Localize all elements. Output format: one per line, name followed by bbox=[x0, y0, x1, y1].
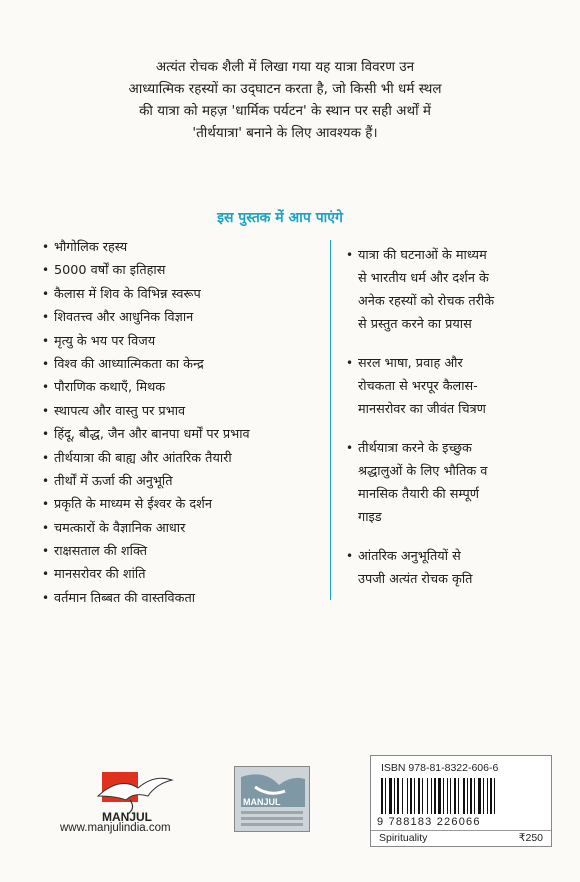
barcode-bar bbox=[385, 778, 386, 814]
feature-text: प्रकृति के माध्यम से ईश्वर के दर्शन bbox=[54, 497, 212, 513]
feature-text: वर्तमान तिब्बत की वास्तविकता bbox=[54, 590, 196, 606]
barcode-digits: 9 788183 226066 bbox=[377, 816, 481, 828]
bullet-icon: • bbox=[42, 286, 50, 301]
feature-list-right bbox=[346, 244, 546, 607]
intro-line: अत्यंत रोचक शैली में लिखा गया यह यात्रा विवरण उन bbox=[155, 59, 415, 75]
feature-list-item bbox=[42, 259, 322, 282]
feature-text: स्थापत्य और वास्तु पर प्रभाव bbox=[54, 403, 186, 419]
bullet-icon: • bbox=[42, 473, 50, 488]
column-divider bbox=[330, 240, 331, 600]
highlight-line: से भारतीय धर्म और दर्शन के bbox=[358, 271, 489, 286]
bullet-icon: • bbox=[42, 240, 50, 254]
isbn-label: ISBN 978-81-8322-606-6 bbox=[381, 762, 499, 774]
feature-text: मृत्यु के भय पर विजय bbox=[54, 333, 156, 349]
intro-line: आध्यात्मिक रहस्यों का उद्‌घाटन करता है, जो किसी भी धर्म स्थल bbox=[128, 81, 442, 97]
bullet-icon: • bbox=[42, 520, 50, 535]
barcode-bar bbox=[470, 778, 472, 814]
bullet-icon: • bbox=[42, 450, 50, 465]
barcode-bar bbox=[454, 778, 456, 814]
feature-text: पौराणिक कथाएँ, मिथक bbox=[54, 380, 166, 396]
barcode-bar bbox=[450, 778, 451, 814]
barcode-bar bbox=[418, 778, 420, 814]
feature-list-item bbox=[42, 517, 322, 540]
highlight-line: रोचकता से भरपूर कैलास- bbox=[358, 379, 478, 394]
feature-list-item bbox=[42, 470, 322, 493]
feature-text: 5000 वर्षों का इतिहास bbox=[54, 263, 166, 279]
highlight-line: मानसिक तैयारी की सम्पूर्ण bbox=[358, 487, 480, 502]
barcode-bar bbox=[381, 778, 383, 814]
highlight-line: यात्रा की घटनाओं के माध्यम bbox=[358, 248, 487, 263]
intro-line: की यात्रा को महज़ 'धार्मिक पर्यटन' के स्थान पर सही अर्थों में bbox=[139, 103, 431, 119]
bullet-icon: • bbox=[42, 356, 50, 371]
highlight-line: मानसरोवर का जीवंत चित्रण bbox=[358, 402, 486, 417]
highlight-item bbox=[346, 545, 546, 591]
barcode-bar bbox=[427, 778, 428, 814]
barcode-bar bbox=[434, 778, 436, 814]
barcode-bar bbox=[394, 778, 395, 814]
barcode-bar bbox=[422, 778, 423, 814]
publisher-url: www.manjulindia.com bbox=[60, 822, 171, 834]
feature-list-item bbox=[42, 283, 322, 306]
feature-list-item bbox=[42, 423, 322, 446]
barcode-bar bbox=[414, 778, 415, 814]
feature-text: मानसरोवर की शांति bbox=[54, 567, 146, 583]
feature-text: हिंदू, बौद्ध, जैन और बानपा धर्मों पर प्रभाव bbox=[54, 427, 250, 443]
bullet-icon: • bbox=[346, 441, 354, 455]
highlight-item bbox=[346, 437, 546, 529]
intro-line: 'तीर्थयात्रा' बनाने के लिए आवश्यक हैं। bbox=[192, 125, 378, 141]
bullet-icon: • bbox=[42, 544, 50, 559]
barcode-bar bbox=[431, 778, 432, 814]
bullet-icon: • bbox=[346, 248, 354, 262]
barcode-bar bbox=[410, 778, 412, 814]
barcode-bar bbox=[474, 778, 475, 814]
feature-text: राक्षसताल की शक्ति bbox=[54, 544, 148, 560]
barcode-bar bbox=[487, 778, 488, 814]
bullet-icon: • bbox=[346, 549, 354, 563]
barcode bbox=[379, 778, 543, 816]
barcode-bar bbox=[407, 778, 408, 814]
highlight-line: आंतरिक अनुभूतियों से bbox=[358, 549, 461, 564]
feature-text: विश्व की आध्यात्मिकता का केन्द्र bbox=[54, 356, 204, 372]
isbn-footer bbox=[371, 830, 551, 847]
publisher-logo bbox=[68, 766, 198, 824]
bullet-icon: • bbox=[42, 333, 50, 348]
barcode-bar bbox=[463, 778, 465, 814]
barcode-bar bbox=[402, 778, 403, 814]
feature-list-item bbox=[42, 306, 322, 329]
barcode-bar bbox=[490, 778, 492, 814]
feature-list-item bbox=[42, 400, 322, 423]
highlight-line: से प्रस्तुत करने का प्रयास bbox=[358, 317, 472, 332]
intro-paragraph bbox=[100, 56, 470, 144]
highlight-line: गाइड bbox=[358, 510, 382, 525]
highlight-line: तीर्थयात्रा करने के इच्छुक bbox=[358, 441, 472, 456]
publisher-emblem bbox=[234, 766, 310, 832]
barcode-bar bbox=[443, 778, 444, 814]
barcode-bar bbox=[447, 778, 448, 814]
barcode-bar bbox=[389, 778, 392, 814]
section-heading: इस पुस्तक में आप पाएंगे bbox=[217, 210, 343, 226]
price-label: ₹250 bbox=[518, 832, 543, 844]
barcode-bar bbox=[494, 778, 495, 814]
barcode-bar bbox=[478, 778, 481, 814]
bullet-icon: • bbox=[346, 356, 354, 370]
feature-text: तीर्थों में ऊर्जा की अनुभूति bbox=[54, 473, 173, 489]
bullet-icon: • bbox=[42, 310, 50, 325]
feature-list-item bbox=[42, 353, 322, 376]
barcode-bar bbox=[458, 778, 459, 814]
barcode-bar bbox=[483, 778, 484, 814]
emblem-wordmark: MANJUL bbox=[243, 797, 281, 807]
bullet-icon: • bbox=[42, 403, 50, 418]
feature-list-item bbox=[42, 447, 322, 470]
bullet-icon: • bbox=[42, 567, 50, 582]
feature-text: कैलास में शिव के विभिन्न स्वरूप bbox=[54, 286, 201, 302]
feature-list-item bbox=[42, 587, 322, 610]
feature-text: चमत्कारों के वैज्ञानिक आधार bbox=[54, 520, 186, 536]
barcode-bar bbox=[467, 778, 468, 814]
highlight-line: उपजी अत्यंत रोचक कृति bbox=[358, 572, 473, 587]
genre-label: Spirituality bbox=[379, 832, 428, 844]
barcode-bar bbox=[397, 778, 399, 814]
highlight-item bbox=[346, 352, 546, 421]
feature-text: शिवतत्त्व और आधुनिक विज्ञान bbox=[54, 310, 194, 326]
logo-wordmark: MANJUL bbox=[102, 810, 152, 824]
highlight-line: अनेक रहस्यों को रोचक तरीके bbox=[358, 294, 495, 309]
feature-list-item bbox=[42, 563, 322, 586]
feature-text: भौगोलिक रहस्य bbox=[54, 240, 128, 255]
highlight-item bbox=[346, 244, 546, 336]
feature-list-item bbox=[42, 493, 322, 516]
bullet-icon: • bbox=[42, 497, 50, 512]
highlight-line: सरल भाषा, प्रवाह और bbox=[358, 356, 463, 371]
feature-list-item bbox=[42, 376, 322, 399]
bullet-icon: • bbox=[42, 590, 50, 605]
feature-list-item bbox=[42, 540, 322, 563]
bullet-icon: • bbox=[42, 427, 50, 442]
bullet-icon: • bbox=[42, 380, 50, 395]
bullet-icon: • bbox=[42, 263, 50, 278]
isbn-panel bbox=[370, 755, 552, 847]
barcode-bar bbox=[438, 778, 441, 814]
feature-text: तीर्थयात्रा की बाह्य और आंतरिक तैयारी bbox=[54, 450, 232, 466]
feature-list-left bbox=[42, 236, 322, 610]
feature-list-item bbox=[42, 236, 322, 259]
feature-list-item bbox=[42, 330, 322, 353]
highlight-line: श्रद्धालुओं के लिए भौतिक व bbox=[358, 464, 488, 479]
